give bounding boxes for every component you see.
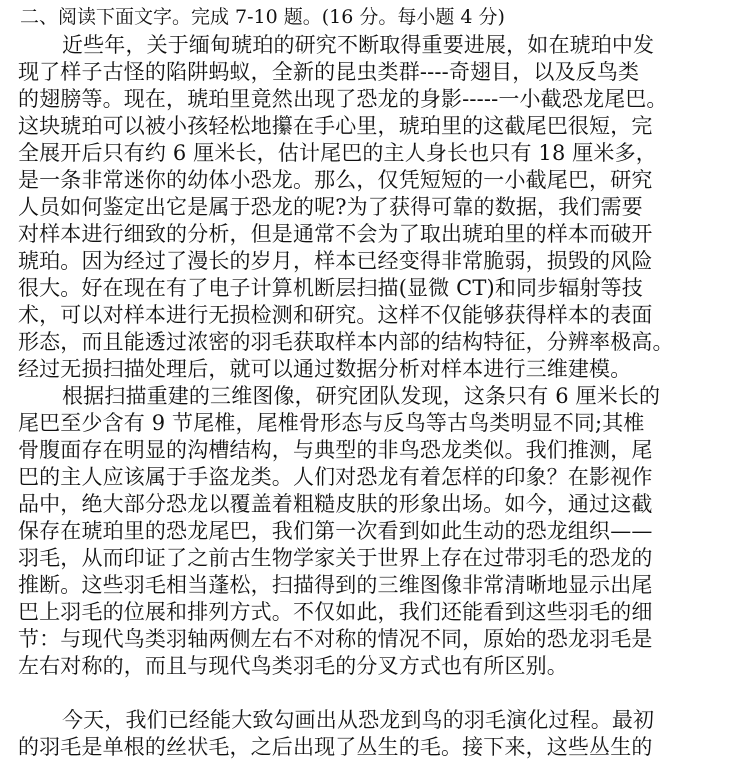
paragraph-3-line-1: 今天，我们已经能大致勾画出从恐龙到鸟的羽毛演化过程。最初 [62, 708, 655, 732]
paragraph-1-line-12: 形态，而且能透过浓密的羽毛获取样本内部的结构特征，分辨率极高。 [18, 330, 674, 354]
paragraph-1-line-5: 全展开后只有约 6 厘米长，估计尾巴的主人身长也只有 18 厘米多， [18, 141, 657, 165]
paragraph-2-line-10: 节：与现代鸟类羽轴两侧左右不对称的情况不同，原始的恐龙羽毛是 [18, 627, 653, 651]
paragraph-1-line-9: 琥珀。因为经过了漫长的岁月，样本已经变得非常脆弱，损毁的风险 [18, 249, 653, 273]
paragraph-1-line-7: 人员如何鉴定出它是属于恐龙的呢?为了获得可靠的数据，我们需要 [18, 195, 643, 219]
paragraph-1-line-13: 经过无损扫描处理后，就可以通过数据分析对样本进行三维建模。 [18, 357, 632, 381]
paragraph-1-line-10: 很大。好在现在有了电子计算机断层扫描(显微 CT)和同步辐射等技 [18, 276, 643, 300]
paragraph-2-line-8: 推断。这些羽毛相当蓬松，扫描得到的三维图像非常清晰地显示出尾 [18, 573, 653, 597]
paragraph-1-line-2: 现了样子古怪的陷阱蚂蚁，全新的昆虫类群----奇翅目，以及反鸟类 [18, 60, 640, 84]
paragraph-1-line-6: 是一条非常迷你的幼体小恐龙。那么，仅凭短短的一小截尾巴，研究 [18, 168, 653, 192]
paragraph-1-line-8: 对样本进行细致的分析，但是通常不会为了取出琥珀里的样本而破开 [18, 222, 653, 246]
paragraph-1-line-1: 近些年，关于缅甸琥珀的研究不断取得重要进展，如在琥珀中发 [62, 33, 655, 57]
paragraph-2-line-2: 尾巴至少含有 9 节尾椎，尾椎骨形态与反鸟等古鸟类明显不同;其椎 [18, 411, 645, 435]
paragraph-2-line-6: 保存在琥珀里的恐龙尾巴，我们第一次看到如此生动的恐龙组织—— [18, 519, 653, 543]
paragraph-1-line-11: 术，可以对样本进行无损检测和研究。这样不仅能够获得样本的表面 [18, 303, 653, 327]
paragraph-1-line-4: 这块琥珀可以被小孩轻松地攥在手心里，琥珀里的这截尾巴很短，完 [18, 114, 653, 138]
paragraph-2-line-11: 左右对称的，而且与现代鸟类羽毛的分叉方式也有所区别。 [18, 654, 568, 678]
paragraph-3-line-2: 的羽毛是单根的丝状毛，之后出现了丛生的毛。接下来，这些丛生的 [18, 735, 653, 759]
question-heading: 二、阅读下面文字。完成 7-10 题。(16 分。每小题 4 分) [20, 6, 505, 28]
paragraph-2-line-4: 巴的主人应该属于手盗龙类。人们对恐龙有着怎样的印象？在影视作 [18, 465, 653, 489]
paragraph-2-line-1: 根据扫描重建的三维图像，研究团队发现，这条只有 6 厘米长的 [62, 384, 661, 408]
paragraph-2-line-9: 巴上羽毛的位展和排列方式。不仅如此，我们还能看到这些羽毛的细 [18, 600, 653, 624]
paragraph-2-line-3: 骨腹面存在明显的沟槽结构，与典型的非鸟恐龙类似。我们推测，尾 [18, 438, 653, 462]
paragraph-2-line-7: 羽毛，从而印证了之前古生物学家关于世界上存在过带羽毛的恐龙的 [18, 546, 653, 570]
paragraph-1-line-3: 的翅膀等。现在，琥珀里竟然出现了恐龙的身影-----一小截恐龙尾巴。 [18, 87, 668, 111]
paragraph-2-line-5: 品中，绝大部分恐龙以覆盖着粗糙皮肤的形象出场。如今，通过这截 [18, 492, 653, 516]
